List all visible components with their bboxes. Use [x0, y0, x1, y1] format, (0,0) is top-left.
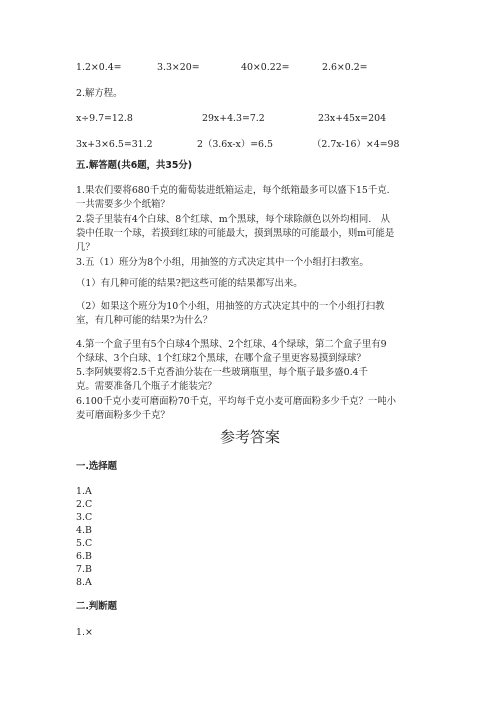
answer-item: 8.A: [76, 577, 92, 588]
answers-section1-heading: 一.选择题: [76, 461, 118, 472]
equation-4: 3x+3×6.5=31.2: [76, 139, 153, 150]
equations-label: 2.解方程。: [76, 88, 123, 99]
section5-heading: 五.解答题(共6题，共35分): [76, 160, 193, 171]
answer-item: 5.C: [76, 538, 93, 549]
q3-part2-line-2: 室，有几种可能的结果?为什么？: [76, 315, 213, 326]
q3-line: 3.五（1）班分为8个小组，用抽签的方式决定其中一个小组打扫教室。: [76, 257, 369, 268]
q2-line-2: 袋中任取一个球，若摸到红球的可能最大，摸到黑球的可能最小，则m可能是: [76, 228, 395, 239]
equation-2: 29x+4.3=7.2: [202, 113, 265, 124]
answers-title: 参考答案: [219, 428, 280, 446]
answer-item: 7.B: [76, 564, 92, 575]
q3-part1: （1）有几种可能的结果?把这些可能的结果都写出来。: [76, 278, 303, 289]
q6-line-1: 6.100千克小麦可磨面粉70千克，平均每千克小麦可磨面粉多少千克？一吨小: [76, 396, 397, 407]
q4-line-2: 个绿球、3个白球、1个红球2个黑球，在哪个盒子里更容易摸到绿球？: [76, 353, 366, 364]
answers-section2-heading: 二.判断题: [76, 601, 118, 612]
answer-item: 1.×: [76, 627, 93, 638]
q1-line-1: 1.果农们要将680千克的葡萄装进纸箱运走，每个纸箱最多可以盛下15千克.: [76, 185, 390, 196]
equation-1: x÷9.7=12.8: [76, 113, 133, 124]
calc-item-4: 2.6×0.2=: [322, 62, 368, 73]
q5-line-1: 5.李阿姨要将2.5千克香油分装在一些玻璃瓶里，每个瓶子最多盛0.4千: [76, 367, 368, 378]
equation-6: （2.7x-16）×4=98: [312, 139, 400, 150]
equation-5: 2（3.6x-x）=6.5: [197, 139, 273, 150]
q4-line-1: 4.第一个盒子里有5个白球4个黑球、2个红球、4个绿球，第二个盒子里有9: [76, 339, 387, 350]
calc-item-2: 3.3×20=: [157, 62, 200, 73]
q2-line-1: 2.袋子里装有4个白球、8个红球、m个黑球，每个球除颜色以外均相同. 从: [76, 214, 390, 225]
equation-3: 23x+45x=204: [318, 113, 387, 124]
q1-line-2: 一共需要多少个纸箱？: [76, 199, 170, 210]
q5-line-2: 克。需要准备几个瓶子才能装完？: [76, 381, 217, 392]
answer-item: 1.A: [76, 486, 92, 497]
answer-item: 6.B: [76, 551, 92, 562]
answer-item: 3.C: [76, 512, 93, 523]
q6-line-2: 麦可磨面粉多少千克？: [76, 410, 170, 421]
answer-item: 4.B: [76, 525, 92, 536]
calc-item-3: 40×0.22=: [241, 62, 290, 73]
answer-item: 2.C: [76, 499, 93, 510]
calc-item-1: 1.2×0.4=: [76, 62, 122, 73]
q2-line-3: 几？: [76, 242, 95, 253]
q3-part2-line-1: （2）如果这个班分为10个小组，用抽签的方式决定其中的一个小组打扫教: [76, 301, 385, 312]
